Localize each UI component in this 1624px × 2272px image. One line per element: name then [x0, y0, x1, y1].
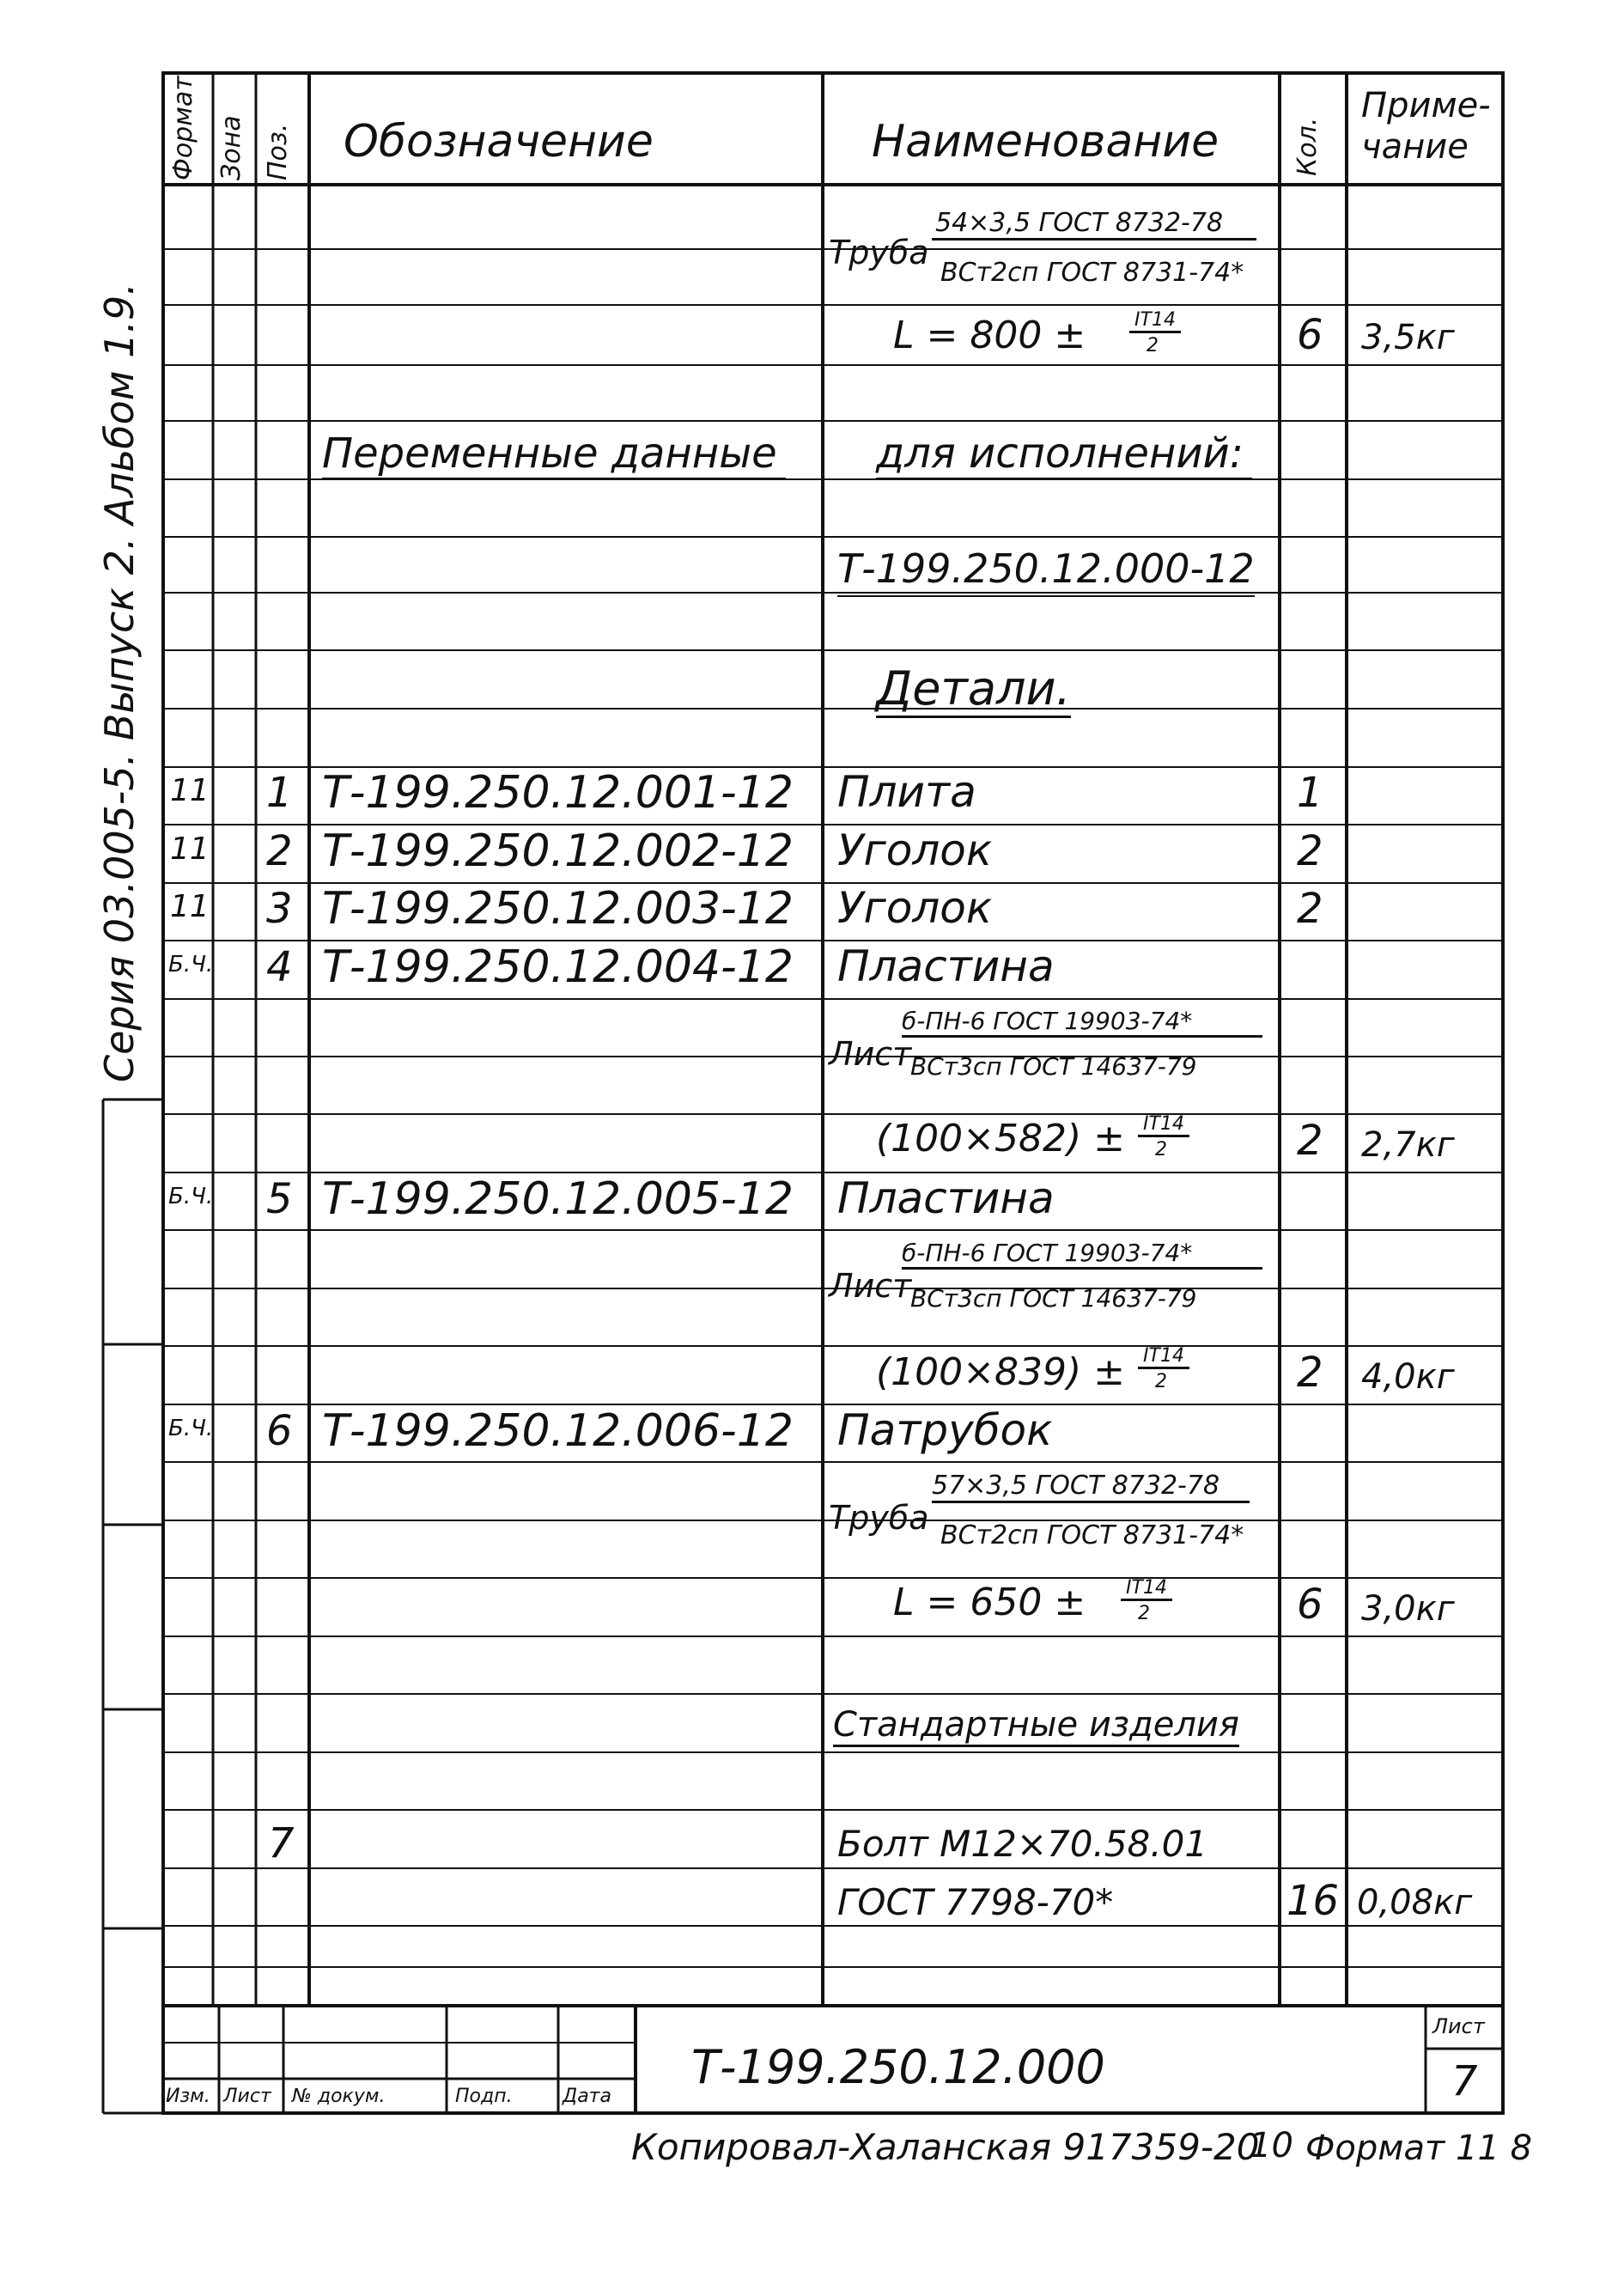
item4-name: Пластина	[837, 941, 1055, 991]
footer-page: 10	[1250, 2126, 1293, 2165]
pipe1-note: 3,5кг	[1361, 318, 1455, 357]
variable-data-left: Переменные данные	[322, 429, 786, 480]
pipe2-top: 57×3,5 ГОСТ 8732-78	[932, 1471, 1250, 1503]
pipe1-length: L = 800 ±	[893, 314, 1086, 357]
footer-copied: Копировал-Халанская 917359-20	[631, 2126, 1260, 2168]
item5-name: Пластина	[837, 1173, 1055, 1223]
header-pos: Поз.	[263, 123, 293, 180]
item7-pos: 7	[268, 1819, 295, 1867]
tb-sheet-label: Лист	[1432, 2014, 1485, 2038]
item3-name: Уголок	[837, 883, 993, 933]
item7-note: 0,08кг	[1357, 1883, 1473, 1922]
item5-pos: 5	[266, 1175, 293, 1223]
pipe2-lead: Труба	[829, 1499, 929, 1537]
sheet2-tol-top: IT14	[1138, 1345, 1189, 1369]
std-items-title: Стандартные изделия	[833, 1705, 1239, 1747]
pipe1-bottom: ВСт2сп ГОСТ 8731-74*	[940, 258, 1244, 288]
item1-format: 11	[170, 773, 210, 808]
sheet1-lead: Лист	[829, 1035, 912, 1073]
item7-standard: ГОСТ 7798-70*	[837, 1881, 1114, 1923]
item5-designation: Т-199.250.12.005-12	[322, 1173, 794, 1225]
item1-designation: Т-199.250.12.001-12	[322, 767, 794, 819]
tb-doc-code: Т-199.250.12.000	[691, 2040, 1105, 2094]
item7-qty: 16	[1286, 1877, 1340, 1925]
sheet1-dim: (100×582) ±	[876, 1117, 1126, 1160]
tb-sign: Подп.	[455, 2086, 513, 2107]
header-note-1: Приме-	[1361, 86, 1491, 125]
pipe2-note: 3,0кг	[1361, 1589, 1455, 1629]
parts-title: Детали.	[876, 661, 1071, 718]
item7-name: Болт М12×70.58.01	[837, 1823, 1208, 1865]
sheet1-tol-bot: 2	[1155, 1139, 1167, 1160]
item2-qty: 2	[1297, 827, 1323, 875]
item5-format: Б.Ч.	[168, 1184, 214, 1209]
header-designation: Обозначение	[344, 116, 654, 168]
variable-data-right: для исполнений:	[876, 429, 1252, 480]
sheet2-bottom: ВСт3сп ГОСТ 14637-79	[910, 1284, 1197, 1313]
item3-designation: Т-199.250.12.003-12	[322, 883, 794, 935]
sheet1-tol-top: IT14	[1138, 1113, 1189, 1137]
item4-format: Б.Ч.	[168, 952, 214, 978]
item2-pos: 2	[266, 827, 293, 875]
pipe2-tol-top: IT14	[1121, 1577, 1172, 1601]
pipe2-bottom: ВСт2сп ГОСТ 8731-74*	[940, 1520, 1244, 1550]
header-zone: Зона	[216, 115, 246, 180]
tb-doc-no: № докум.	[292, 2086, 386, 2107]
item3-format: 11	[170, 889, 210, 924]
item3-qty: 2	[1297, 885, 1323, 933]
item4-pos: 4	[266, 943, 293, 991]
pipe1-tol-top: IT14	[1129, 309, 1181, 333]
header-name: Наименование	[872, 116, 1220, 168]
item6-format: Б.Ч.	[168, 1416, 214, 1441]
sheet1-qty: 2	[1297, 1117, 1323, 1165]
item3-pos: 3	[266, 885, 293, 933]
sheet1-top: б-ПН-6 ГОСТ 19903-74*	[902, 1007, 1262, 1038]
item1-name: Плита	[837, 767, 976, 817]
pipe1-qty: 6	[1297, 311, 1323, 359]
item2-designation: Т-199.250.12.002-12	[322, 825, 794, 877]
item2-format: 11	[170, 831, 210, 867]
pipe1-lead: Труба	[829, 234, 929, 271]
sheet2-top: б-ПН-6 ГОСТ 19903-74*	[902, 1239, 1262, 1270]
header-format: Формат	[168, 76, 198, 180]
variant-code: Т-199.250.12.000-12	[837, 545, 1255, 597]
pipe1-top: 54×3,5 ГОСТ 8732-78	[932, 208, 1256, 241]
series-side-label: Серия 03.005-5. Выпуск 2. Альбом 1.9.	[96, 283, 143, 1082]
footer-format: Формат 11 8	[1305, 2129, 1533, 2168]
tb-izm: Изм.	[166, 2086, 210, 2107]
item6-name: Патрубок	[837, 1405, 1053, 1455]
tb-date: Дата	[563, 2086, 611, 2107]
pipe2-tol-bot: 2	[1138, 1603, 1150, 1624]
sheet2-lead: Лист	[829, 1267, 912, 1305]
sheet2-tol-bot: 2	[1155, 1371, 1167, 1392]
item6-designation: Т-199.250.12.006-12	[322, 1405, 794, 1457]
item1-qty: 1	[1297, 769, 1323, 817]
item2-name: Уголок	[837, 825, 993, 875]
pipe1-tol-bot: 2	[1147, 335, 1159, 356]
item1-pos: 1	[266, 769, 293, 817]
tb-sheet-no: 7	[1451, 2057, 1478, 2105]
pipe2-qty: 6	[1297, 1581, 1323, 1629]
sheet2-dim: (100×839) ±	[876, 1350, 1126, 1394]
header-qty: Кол.	[1293, 117, 1323, 176]
header-note-2: чание	[1361, 127, 1469, 167]
sheet1-note: 2,7кг	[1361, 1125, 1455, 1165]
item6-pos: 6	[266, 1407, 293, 1455]
sheet2-qty: 2	[1297, 1349, 1323, 1397]
pipe2-length: L = 650 ±	[893, 1581, 1086, 1624]
sheet1-bottom: ВСт3сп ГОСТ 14637-79	[910, 1052, 1197, 1081]
tb-list: Лист	[223, 2086, 271, 2107]
sheet2-note: 4,0кг	[1361, 1357, 1455, 1397]
item4-designation: Т-199.250.12.004-12	[322, 941, 794, 993]
